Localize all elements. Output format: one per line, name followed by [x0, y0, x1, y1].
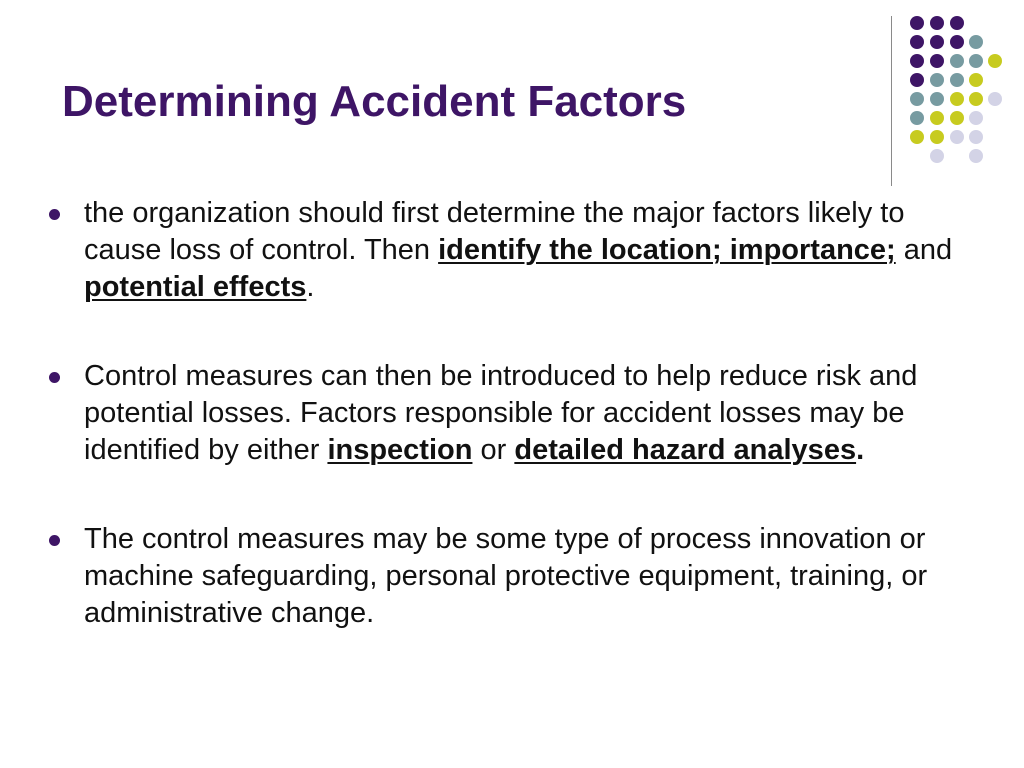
- bullet-item: [44, 521, 974, 632]
- bullet-text: .: [856, 434, 865, 466]
- decorative-dot: [930, 130, 944, 144]
- decorative-dot: [930, 111, 944, 125]
- decorative-dot: [930, 54, 944, 68]
- bullet-text: the organization should first determine the major factors likely to cause loss of control. Then: [84, 197, 905, 266]
- decorative-dot: [930, 16, 944, 30]
- decorative-dot: [950, 16, 964, 30]
- decorative-dot: [930, 73, 944, 87]
- decorative-dot: [969, 92, 983, 106]
- bullet-text: .: [306, 271, 315, 303]
- decorative-dot: [988, 92, 1002, 106]
- decorative-dot: [950, 73, 964, 87]
- decorative-dot: [969, 149, 983, 163]
- bullet-text: and: [895, 234, 953, 266]
- bullet-item: [44, 358, 974, 469]
- emphasis-text: potential effects: [84, 271, 307, 303]
- emphasis-text: detailed hazard analyses: [514, 434, 857, 466]
- emphasis-text: identify the location; importance;: [438, 234, 896, 266]
- decorative-dot: [969, 35, 983, 49]
- bullet-list: [44, 195, 974, 684]
- decorative-dot: [969, 111, 983, 125]
- decorative-dot: [910, 54, 924, 68]
- bullet-text: Control measures can then be introduced to help reduce risk and potential losses. Factors responsible for accident losses may be identified by either: [84, 360, 918, 466]
- decorative-dot: [930, 149, 944, 163]
- decorative-dot: [950, 111, 964, 125]
- decorative-dot: [950, 130, 964, 144]
- bullet-dot-icon: [49, 209, 60, 220]
- decorative-dot: [910, 92, 924, 106]
- decorative-dot: [910, 130, 924, 144]
- decorative-dot: [910, 35, 924, 49]
- decorative-dot: [950, 35, 964, 49]
- decorative-dot: [969, 54, 983, 68]
- decorative-dot: [950, 54, 964, 68]
- emphasis-text: inspection: [327, 434, 473, 466]
- bullet-item: [44, 195, 974, 306]
- decorative-divider: [891, 16, 892, 186]
- decorative-dot: [930, 92, 944, 106]
- decorative-dot: [910, 16, 924, 30]
- decorative-dot: [969, 73, 983, 87]
- decorative-dot: [910, 111, 924, 125]
- decorative-dot: [969, 130, 983, 144]
- decorative-dot: [988, 54, 1002, 68]
- decorative-dot: [950, 92, 964, 106]
- bullet-dot-icon: [49, 535, 60, 546]
- slide-title: Determining Accident Factors: [62, 77, 687, 126]
- decorative-dot: [910, 73, 924, 87]
- bullet-dot-icon: [49, 372, 60, 383]
- bullet-text: The control measures may be some type of process innovation or machine safeguarding, personal protective equipment, training, or administrative change.: [84, 523, 928, 629]
- decorative-dot: [930, 35, 944, 49]
- bullet-text: or: [472, 434, 515, 466]
